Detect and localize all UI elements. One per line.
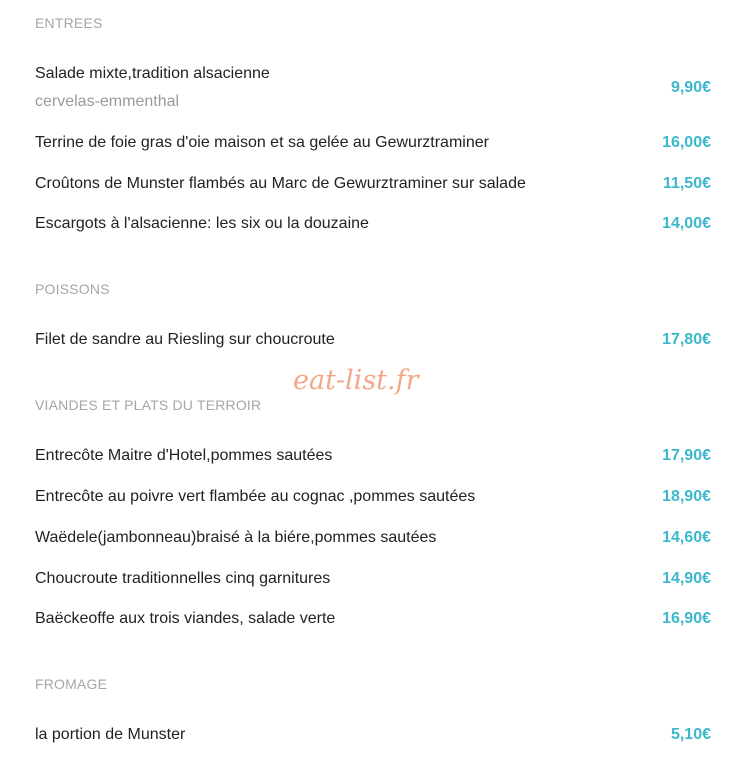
item-price: 11,50€ xyxy=(662,175,711,192)
section-title-entrees: ENTREES xyxy=(35,15,103,31)
item-name: Choucroute traditionnelles cinq garnitures xyxy=(35,570,331,587)
item-name: Salade mixte,tradition alsacienne xyxy=(35,65,270,82)
item-price: 18,90€ xyxy=(662,488,711,505)
watermark: eat-list.fr xyxy=(293,365,419,396)
item-name: la portion de Munster xyxy=(35,726,186,743)
item-name: Croûtons de Munster flambés au Marc de Gewurztraminer sur salade xyxy=(35,175,526,192)
item-price: 17,80€ xyxy=(662,331,711,348)
item-price: 16,90€ xyxy=(662,610,711,627)
section-title-poissons: POISSONS xyxy=(35,281,110,297)
item-price: 14,90€ xyxy=(662,570,711,587)
item-name: Baëckeoffe aux trois viandes, salade verte xyxy=(35,610,336,627)
item-name: Entrecôte au poivre vert flambée au cognac ,pommes sautées xyxy=(35,488,476,505)
item-price: 5,10€ xyxy=(670,726,711,743)
item-price: 17,90€ xyxy=(662,447,711,464)
item-price: 14,00€ xyxy=(662,215,711,232)
section-title-viandes: VIANDES ET PLATS DU TERROIR xyxy=(35,397,262,413)
item-name: Terrine de foie gras d'oie maison et sa gelée au Gewurztraminer xyxy=(35,134,489,151)
item-name: Escargots à l'alsacienne: les six ou la douzaine xyxy=(35,215,369,232)
item-name: Waëdele(jambonneau)braisé à la biére,pommes sautées xyxy=(35,529,437,546)
item-price: 9,90€ xyxy=(670,79,711,96)
item-name: Entrecôte Maitre d'Hotel,pommes sautées xyxy=(35,447,333,464)
section-title-fromage: FROMAGE xyxy=(35,676,108,692)
item-name: Filet de sandre au Riesling sur choucroute xyxy=(35,331,335,348)
item-price: 14,60€ xyxy=(662,529,711,546)
item-description: cervelas-emmenthal xyxy=(35,93,180,110)
item-price: 16,00€ xyxy=(662,134,711,151)
